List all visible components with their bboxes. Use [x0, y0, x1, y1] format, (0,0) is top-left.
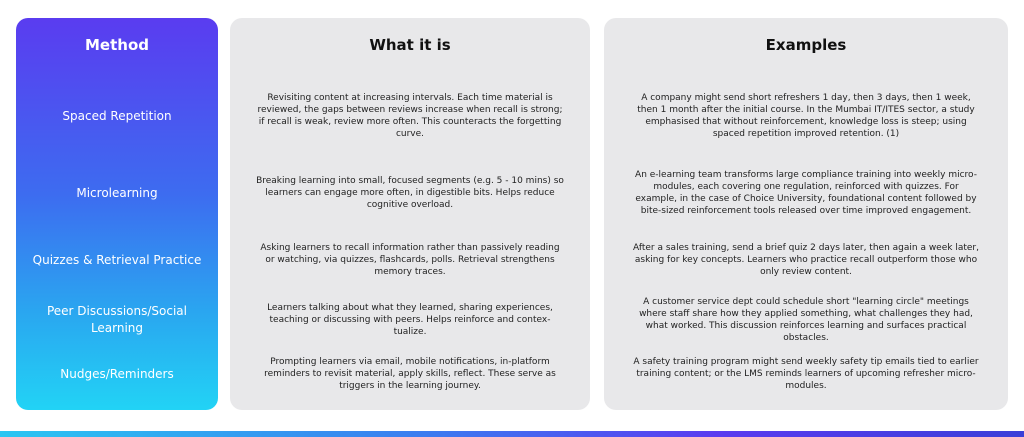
what-it-is-column: [230, 18, 590, 410]
method-cell: Nudges/Reminders: [60, 366, 174, 381]
what-cell: Asking learners to recall information rather than passively reading or watching, via quizzes, flashcards, polls. Retrieval strengthens memory traces.: [260, 243, 560, 277]
bottom-accent-bar: [0, 431, 1024, 437]
method-column: [16, 18, 218, 410]
examples-column: [604, 18, 1008, 410]
example-cell: A customer service dept could schedule short "learning circle" meetings where staff share how they applied something, what challenges they had, what worked. This discussion reinforces learning and surfaces practical obstacles.: [639, 297, 973, 343]
method-cell: Spaced Repetition: [62, 108, 172, 123]
example-cell: An e-learning team transforms large compliance training into weekly micro-modules, each covering one regulation, reinforced with quizzes. For example, in the case of Choice University, foundational content followed by bite-sized reinforcement tools released over time improved engagement.: [635, 170, 977, 216]
example-cell: A safety training program might send weekly safety tip emails tied to earlier training content; or the LMS reminds learners of upcoming refresher micro-modules.: [633, 357, 979, 391]
examples-header: Examples: [765, 36, 847, 54]
example-cell: After a sales training, send a brief quiz 2 days later, then again a week later, asking for key concepts. Learners who practice recall outperform those who only review content.: [633, 243, 979, 277]
method-cell: Peer Discussions/Social Learning: [46, 304, 187, 335]
what-it-is-header: What it is: [369, 36, 451, 54]
method-cell: Microlearning: [76, 185, 158, 200]
what-cell: Breaking learning into small, focused segments (e.g. 5 - 10 mins) so learners can engage more often, in digestible bits. Helps reduce cognitive overload.: [256, 176, 564, 210]
what-cell: Learners talking about what they learned, sharing experiences, teaching or discussing with peers. Helps reinforce and contex- tualize.: [267, 303, 553, 337]
method-header: Method: [85, 36, 149, 54]
method-cell: Quizzes & Retrieval Practice: [32, 252, 202, 267]
what-cell: Prompting learners via email, mobile notifications, in-platform reminders to revisit material, apply skills, reflect. These serve as triggers in the learning journey.: [264, 357, 556, 391]
what-cell: Revisiting content at increasing intervals. Each time material is reviewed, the gaps between reviews increase when recall is strong; if recall is weak, review more often. This counteracts the forgetting curve.: [257, 93, 563, 139]
example-cell: A company might send short refreshers 1 day, then 3 days, then 1 week, then 1 month after the initial course. In the Mumbai IT/ITES sector, a study emphasised that without reinforcement, knowledge loss is steep; using spaced repetition improved retention. (1): [637, 93, 975, 139]
